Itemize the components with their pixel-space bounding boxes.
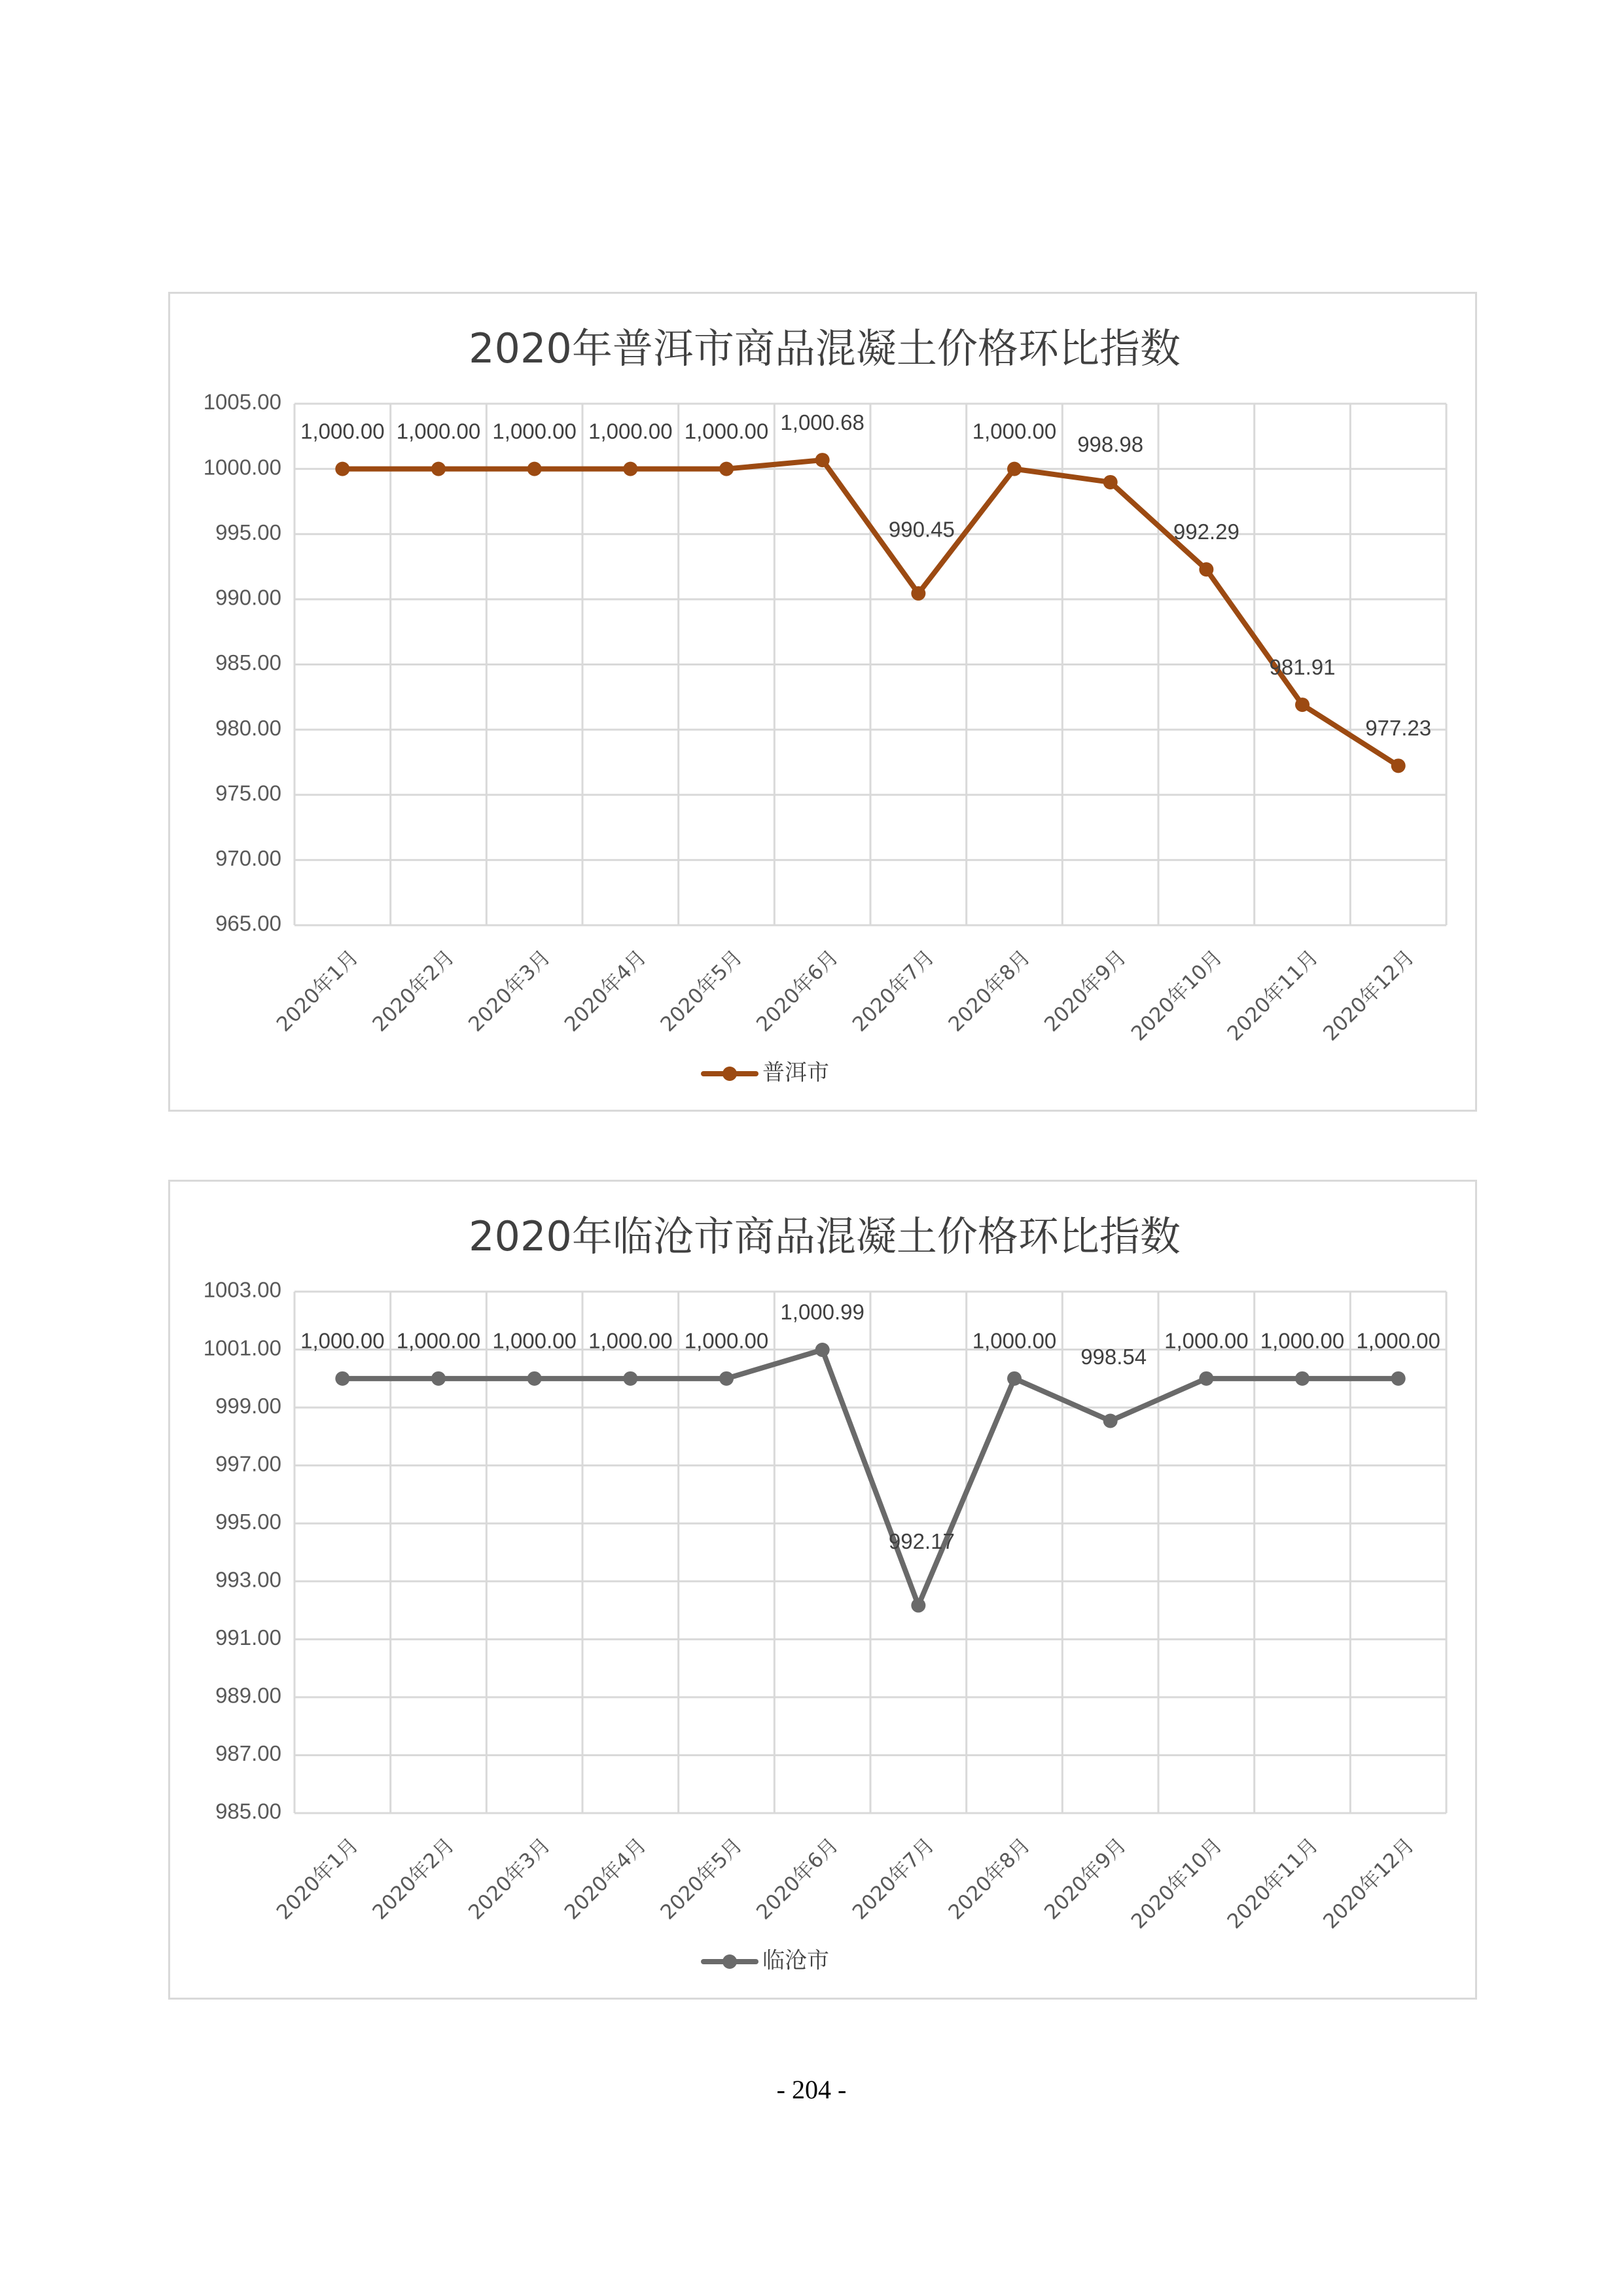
data-point xyxy=(431,462,446,476)
y-tick-label: 999.00 xyxy=(215,1393,281,1418)
x-tick-label: 2020年3月 xyxy=(464,945,556,1037)
data-label: 1,000.00 xyxy=(972,419,1057,444)
chart-title: 2020年临沧市商品混凝土价格环比指数 xyxy=(469,1212,1181,1261)
data-point xyxy=(1007,462,1022,476)
data-point xyxy=(527,462,542,476)
data-point xyxy=(1007,1371,1022,1386)
x-tick-label: 2020年10月 xyxy=(1126,945,1227,1046)
data-label: 990.45 xyxy=(888,517,955,542)
data-label: 1,000.68 xyxy=(780,410,865,434)
data-point xyxy=(719,1371,734,1386)
chart-puer-svg xyxy=(170,294,1479,1114)
x-tick-label: 2020年7月 xyxy=(847,945,939,1037)
x-tick-label: 2020年4月 xyxy=(560,945,651,1037)
x-tick-label: 2020年4月 xyxy=(560,1833,651,1925)
legend-label: 普洱市 xyxy=(762,1059,829,1086)
legend-marker xyxy=(722,1067,737,1081)
y-tick-label: 965.00 xyxy=(215,911,281,936)
y-tick-label: 970.00 xyxy=(215,846,281,871)
legend-label: 临沧市 xyxy=(762,1947,829,1974)
y-tick-label: 1000.00 xyxy=(203,455,281,480)
data-point xyxy=(1103,475,1118,489)
y-tick-label: 990.00 xyxy=(215,585,281,610)
x-tick-label: 2020年2月 xyxy=(368,945,459,1037)
data-point xyxy=(1391,758,1406,773)
y-tick-label: 975.00 xyxy=(215,781,281,805)
y-tick-label: 985.00 xyxy=(215,650,281,675)
data-label: 981.91 xyxy=(1269,654,1336,679)
y-tick-label: 980.00 xyxy=(215,715,281,740)
data-label: 1,000.00 xyxy=(492,419,577,444)
x-tick-label: 2020年8月 xyxy=(944,1833,1035,1925)
x-tick-label: 2020年2月 xyxy=(368,1833,459,1925)
data-point xyxy=(527,1371,542,1386)
y-tick-label: 987.00 xyxy=(215,1741,281,1766)
data-point xyxy=(1103,1413,1118,1428)
data-label: 1,000.00 xyxy=(492,1328,577,1353)
data-label: 1,000.00 xyxy=(684,419,769,444)
chart-puer xyxy=(168,292,1477,1112)
data-label: 1,000.00 xyxy=(588,419,673,444)
data-label: 998.54 xyxy=(1080,1345,1147,1369)
x-tick-label: 2020年9月 xyxy=(1040,1833,1132,1925)
data-point xyxy=(623,462,637,476)
y-tick-label: 1001.00 xyxy=(203,1335,281,1360)
y-tick-label: 989.00 xyxy=(215,1683,281,1708)
x-tick-label: 2020年5月 xyxy=(656,1833,747,1925)
x-tick-label: 2020年1月 xyxy=(272,945,363,1037)
x-tick-label: 2020年3月 xyxy=(464,1833,556,1925)
x-tick-label: 2020年12月 xyxy=(1319,945,1419,1046)
data-label: 1,000.00 xyxy=(1260,1328,1345,1353)
y-tick-label: 993.00 xyxy=(215,1567,281,1592)
data-point xyxy=(911,586,925,601)
data-point xyxy=(1199,1371,1213,1386)
data-point xyxy=(815,453,830,467)
y-tick-label: 997.00 xyxy=(215,1451,281,1476)
data-label: 1,000.00 xyxy=(396,419,481,444)
y-tick-label: 995.00 xyxy=(215,520,281,544)
data-label: 1,000.00 xyxy=(684,1328,769,1353)
data-label: 1,000.00 xyxy=(300,419,385,444)
chart-title: 2020年普洱市商品混凝土价格环比指数 xyxy=(469,325,1181,373)
data-label: 992.17 xyxy=(888,1529,955,1554)
chart-lincang-svg xyxy=(170,1182,1479,2002)
data-label: 1,000.00 xyxy=(588,1328,673,1353)
chart-lincang xyxy=(168,1180,1477,2000)
x-tick-label: 2020年11月 xyxy=(1222,945,1323,1046)
data-label: 992.29 xyxy=(1173,519,1240,544)
x-tick-label: 2020年7月 xyxy=(847,1833,939,1925)
x-tick-label: 2020年12月 xyxy=(1319,1833,1419,1934)
x-tick-label: 2020年10月 xyxy=(1126,1833,1227,1934)
x-tick-label: 2020年11月 xyxy=(1222,1833,1323,1934)
data-label: 1,000.00 xyxy=(1356,1328,1440,1353)
x-tick-label: 2020年9月 xyxy=(1040,945,1132,1037)
x-tick-label: 2020年1月 xyxy=(272,1833,363,1925)
y-tick-label: 985.00 xyxy=(215,1799,281,1824)
data-point xyxy=(1199,562,1213,576)
data-label: 998.98 xyxy=(1077,432,1144,457)
data-label: 1,000.99 xyxy=(780,1299,865,1324)
data-point xyxy=(815,1343,830,1357)
data-point xyxy=(1295,698,1310,712)
y-tick-label: 1005.00 xyxy=(203,389,281,414)
x-tick-label: 2020年8月 xyxy=(944,945,1035,1037)
data-point xyxy=(431,1371,446,1386)
y-tick-label: 1003.00 xyxy=(203,1277,281,1302)
data-point xyxy=(623,1371,637,1386)
page-number: - 204 - xyxy=(776,2075,847,2104)
data-label: 977.23 xyxy=(1365,716,1432,741)
data-point xyxy=(335,462,349,476)
x-tick-label: 2020年5月 xyxy=(656,945,747,1037)
data-point xyxy=(1295,1371,1310,1386)
x-tick-label: 2020年6月 xyxy=(752,1833,844,1925)
data-label: 1,000.00 xyxy=(1164,1328,1249,1353)
legend-marker xyxy=(722,1954,737,1969)
data-point xyxy=(719,462,734,476)
data-label: 1,000.00 xyxy=(396,1328,481,1353)
data-point xyxy=(911,1598,925,1613)
data-label: 1,000.00 xyxy=(300,1328,385,1353)
y-tick-label: 995.00 xyxy=(215,1509,281,1534)
y-tick-label: 991.00 xyxy=(215,1625,281,1650)
data-label: 1,000.00 xyxy=(972,1328,1057,1353)
data-point xyxy=(1391,1371,1406,1386)
data-point xyxy=(335,1371,349,1386)
x-tick-label: 2020年6月 xyxy=(752,945,844,1037)
